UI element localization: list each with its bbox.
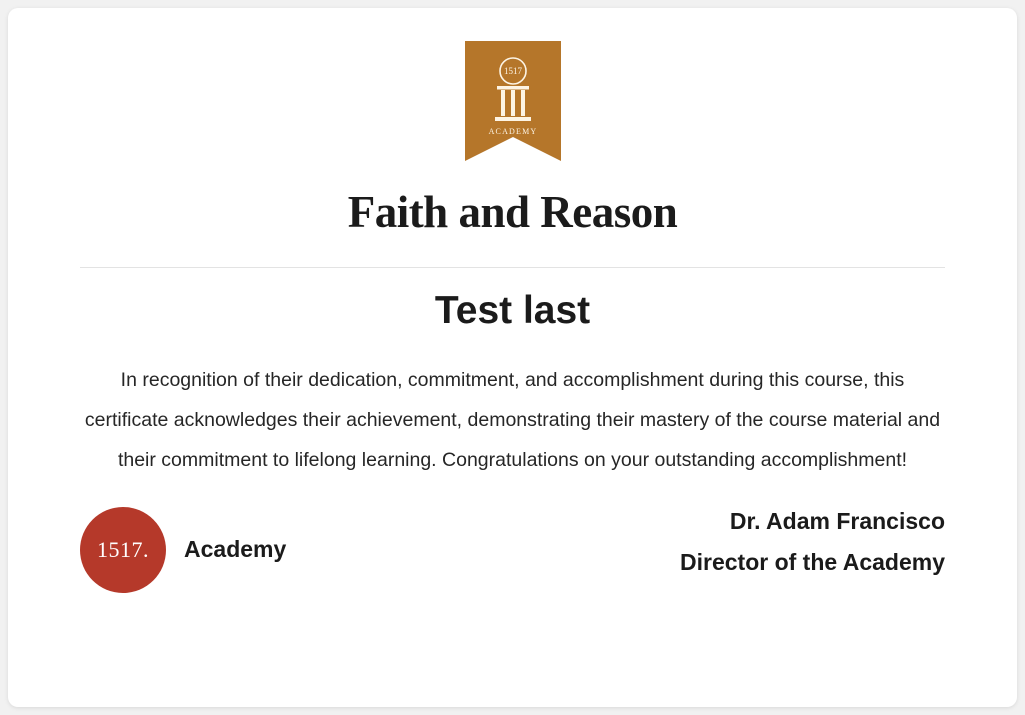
seal-block (80, 507, 286, 593)
svg-text:ACADEMY: ACADEMY (488, 127, 537, 136)
course-title: Faith and Reason (347, 187, 678, 237)
signature-block (680, 508, 945, 577)
academy-banner-logo-icon (465, 41, 561, 161)
certificate-card (8, 8, 1017, 707)
seal-label: Academy (184, 536, 287, 563)
svg-text:1517: 1517 (503, 66, 522, 76)
recognition-text: In recognition of their dedication, commitment, and accomplishment during this course, this certificate acknowledges their achievement, demonstrating their mastery of the course material and their commitment to lifelong learning. Congratulations on your outstanding accomplishment! (84, 368, 941, 471)
academy-seal-icon: 1517. (80, 507, 166, 593)
certificate-footer (80, 502, 945, 593)
signatory-name: Dr. Adam Francisco (729, 507, 945, 534)
signatory-role: Director of the Academy (680, 549, 945, 576)
recipient-name: Test last (434, 289, 591, 332)
divider (80, 267, 945, 268)
